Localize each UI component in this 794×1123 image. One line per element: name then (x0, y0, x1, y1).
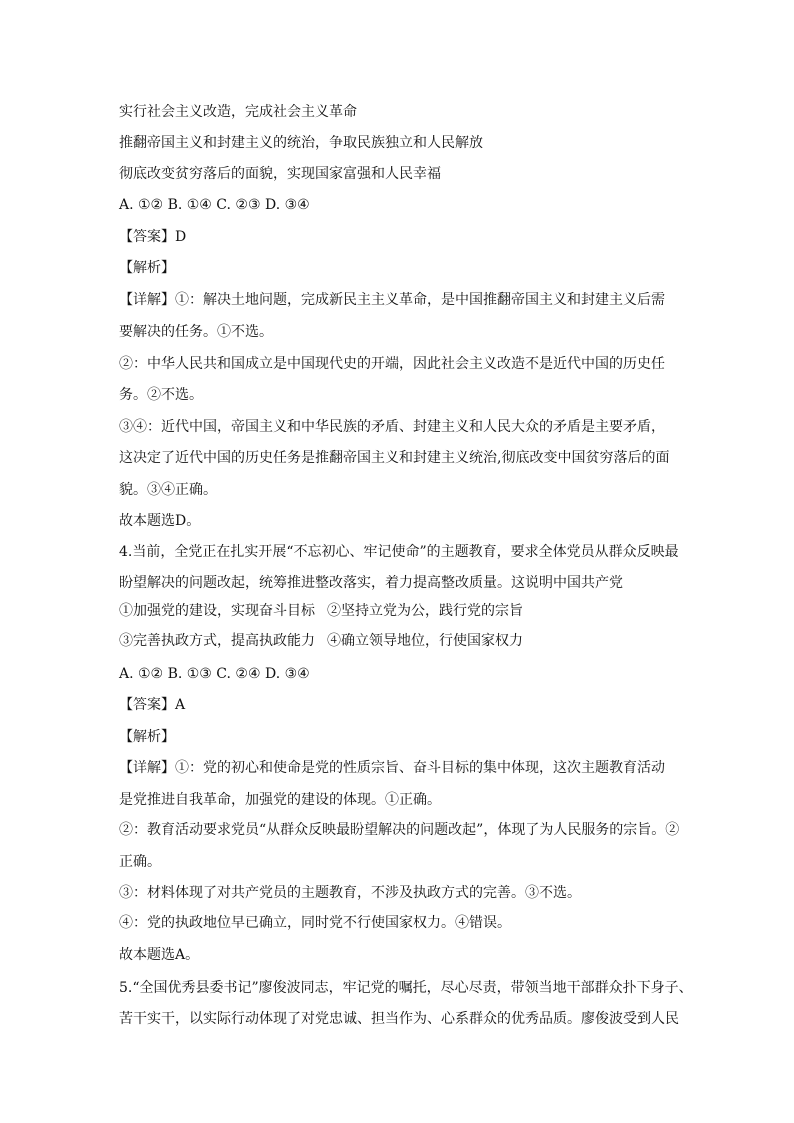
q4-option-3: ③完善执政方式，提高执政能力 (119, 633, 315, 649)
q3-option-4: 彻底改变贫穷落后的面貌，实现国家富强和人民幸福 (119, 166, 441, 182)
q4-stem-line-1: 4.当前，全党正在扎实开展“不忘初心、牢记使命”的主题教育，要求全体党员从群众反映最 (119, 544, 679, 560)
q3-detail-2b: 务。②不选。 (119, 387, 203, 403)
q4-detail-4: ④：党的执政地位早已确立，同时党不行使国家权力。④错误。 (119, 915, 511, 931)
q4-option-4: ④确立领导地位，行使国家权力 (327, 633, 523, 649)
q4-option-1: ①加强党的建设，实现奋斗目标 (119, 603, 315, 619)
q3-detail-3: ③④：近代中国，帝国主义和中华民族的矛盾、封建主义和人民大众的矛盾是主要矛盾， (119, 419, 665, 435)
q3-option-2: 实行社会主义改造，完成社会主义革命 (119, 104, 357, 120)
q4-choices: A. ①② B. ①③ C. ②④ D. ③④ (119, 666, 310, 682)
q4-analysis-label: 【解析】 (119, 729, 175, 745)
q3-conclusion: 故本题选D。 (119, 513, 201, 529)
q3-choices: A. ①② B. ①④ C. ②③ D. ③④ (119, 197, 310, 213)
q4-detail-1b: 是党推进自我革命，加强党的建设的体现。①正确。 (119, 792, 441, 808)
q3-detail-1b: 要解决的任务。①不选。 (119, 324, 273, 340)
q4-detail-2b: 正确。 (119, 854, 161, 870)
q3-analysis-label: 【解析】 (119, 260, 175, 276)
q3-detail-1: 【详解】①：解决土地问题，完成新民主主义革命，是中国推翻帝国主义和封建主义后需 (119, 292, 665, 308)
q4-conclusion: 故本题选A。 (119, 947, 200, 963)
q3-option-3: 推翻帝国主义和封建主义的统治，争取民族独立和人民解放 (119, 135, 483, 151)
q3-detail-3b: 这决定了近代中国的历史任务是推翻帝国主义和封建主义统治,彻底改变中国贫穷落后的面 (119, 450, 670, 466)
q3-detail-3c: 貌。③④正确。 (119, 482, 217, 498)
q5-stem-line-2: 苦干实干，以实际行动体现了对党忠诚、担当作为、心系群众的优秀品质。廖俊波受到人民 (119, 1011, 679, 1027)
q4-stem-line-2: 盼望解决的问题改起，统筹推进整改落实，着力提高整改质量。这说明中国共产党 (119, 575, 623, 591)
q5-stem-line-1: 5.“全国优秀县委书记”廖俊波同志，牢记党的嘱托，尽心尽责，带领当地干部群众扑下身子、 (119, 980, 693, 996)
q4-detail-3: ③：材料体现了对共产党员的主题教育，不涉及执政方式的完善。③不选。 (119, 885, 581, 901)
q3-answer: 【答案】D (119, 229, 187, 245)
q3-detail-2: ②：中华人民共和国成立是中国现代史的开端，因此社会主义改造不是近代中国的历史任 (119, 356, 665, 372)
q4-answer: 【答案】A (119, 697, 186, 713)
q4-detail-1: 【详解】①：党的初心和使命是党的性质宗旨、奋斗目标的集中体现，这次主题教育活动 (119, 760, 665, 776)
q4-option-2: ②坚持立党为公，践行党的宗旨 (327, 603, 523, 619)
q4-detail-2: ②：教育活动要求党员“从群众反映最盼望解决的问题改起”，体现了为人民服务的宗旨。② (119, 822, 680, 838)
